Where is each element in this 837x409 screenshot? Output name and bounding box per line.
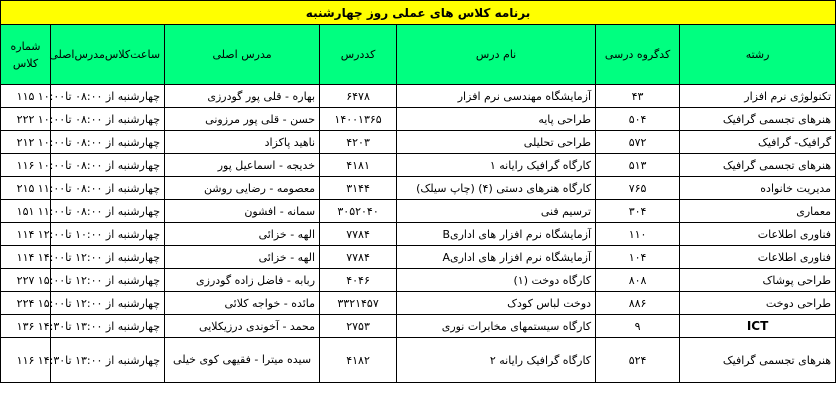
cell-course-name: کارگاه دوخت (۱): [397, 269, 596, 292]
table-row: [1, 292, 836, 315]
cell-room: ۱۱۶: [1, 154, 51, 177]
cell-course-name: آزمایشگاه مهندسی نرم افزار: [397, 85, 596, 108]
cell-time: چهارشنبه از ۰۸:۰۰ تا۱۱:۰۰: [51, 200, 165, 223]
cell-course-code: ۳۰۵۲۰۴۰: [320, 200, 397, 223]
table-row: [1, 338, 836, 383]
cell-room: ۱۱۶: [1, 338, 51, 383]
title-row: [1, 1, 836, 25]
cell-teacher: ناهید پاکزاد: [165, 131, 320, 154]
cell-field: معماری: [680, 200, 836, 223]
cell-room: ۲۲۲: [1, 108, 51, 131]
cell-time: چهارشنبه از ۰۸:۰۰ تا۱۰:۰۰: [51, 131, 165, 154]
cell-field: ICT: [680, 315, 836, 338]
cell-group-code: ۵۰۴: [596, 108, 680, 131]
cell-course-code: ۴۲۰۳: [320, 131, 397, 154]
header-field: رشته: [680, 25, 836, 85]
cell-room: ۲۱۲: [1, 131, 51, 154]
cell-teacher: معصومه - رضایی روشن: [165, 177, 320, 200]
table-row: [1, 315, 836, 338]
cell-group-code: ۸۸۶: [596, 292, 680, 315]
cell-field: فناوری اطلاعات: [680, 223, 836, 246]
cell-room: ۱۳۶: [1, 315, 51, 338]
cell-time: چهارشنبه از ۱۳:۰۰ تا۱۴:۳۰: [51, 315, 165, 338]
cell-room: ۱۱۴: [1, 223, 51, 246]
cell-teacher: محمد - آخوندی درزیکلایی: [165, 315, 320, 338]
cell-field: هنرهای تجسمی گرافیک: [680, 108, 836, 131]
schedule-title: برنامه کلاس های عملی روز چهارشنبه: [1, 1, 836, 25]
cell-group-code: ۹: [596, 315, 680, 338]
header-row: [1, 25, 836, 85]
cell-course-name: دوخت لباس کودک: [397, 292, 596, 315]
header-course-name: نام درس: [397, 25, 596, 85]
table-row: [1, 200, 836, 223]
cell-field: هنرهای تجسمی گرافیک: [680, 338, 836, 383]
cell-course-code: ۲۷۵۳: [320, 315, 397, 338]
cell-time: چهارشنبه از ۱۳:۰۰ تا۱۴:۳۰: [51, 338, 165, 383]
cell-course-code: ۷۷۸۴: [320, 223, 397, 246]
cell-course-name: کارگاه سیستمهای مخابرات نوری: [397, 315, 596, 338]
cell-room: ۱۱۴: [1, 246, 51, 269]
cell-group-code: ۳۰۴: [596, 200, 680, 223]
cell-group-code: ۱۰۴: [596, 246, 680, 269]
cell-room: ۲۱۵: [1, 177, 51, 200]
cell-room: ۱۵۱: [1, 200, 51, 223]
cell-course-code: ۳۳۲۱۴۵۷: [320, 292, 397, 315]
header-time: ساعت‌کلاس‌مدرس‌اصلی: [51, 25, 165, 85]
header-course-code: کددرس: [320, 25, 397, 85]
cell-time: چهارشنبه از ۱۲:۰۰ تا۱۴:۰۰: [51, 246, 165, 269]
cell-time: چهارشنبه از ۰۸:۰۰ تا۱۰:۰۰: [51, 108, 165, 131]
cell-course-name: کارگاه گرافیک رایانه ۲: [397, 338, 596, 383]
table-row: [1, 85, 836, 108]
cell-course-name: کارگاه هنرهای دستی (۴) (چاپ سیلک): [397, 177, 596, 200]
cell-teacher: ربابه - فاضل زاده گودرزی: [165, 269, 320, 292]
cell-room: ۲۲۷: [1, 269, 51, 292]
cell-time: چهارشنبه از ۱۲:۰۰ تا۱۵:۰۰: [51, 269, 165, 292]
table-row: [1, 108, 836, 131]
cell-group-code: ۷۶۵: [596, 177, 680, 200]
cell-field: طراحی پوشاک: [680, 269, 836, 292]
cell-group-code: ۸۰۸: [596, 269, 680, 292]
table-row: [1, 269, 836, 292]
table-row: [1, 223, 836, 246]
cell-group-code: ۴۳: [596, 85, 680, 108]
cell-group-code: ۵۷۲: [596, 131, 680, 154]
table-row: [1, 131, 836, 154]
cell-course-name: طراحی تحلیلی: [397, 131, 596, 154]
cell-course-code: ۱۴۰۰۱۳۶۵: [320, 108, 397, 131]
cell-room: ۱۱۵: [1, 85, 51, 108]
cell-group-code: ۵۱۳: [596, 154, 680, 177]
cell-field: فناوری اطلاعات: [680, 246, 836, 269]
cell-time: چهارشنبه از ۱۰:۰۰ تا۱۲:۰۰: [51, 223, 165, 246]
cell-room: ۲۲۴: [1, 292, 51, 315]
cell-field: مدیریت خانواده: [680, 177, 836, 200]
cell-field: تکنولوژی نرم افزار: [680, 85, 836, 108]
cell-teacher: سمانه - افشون: [165, 200, 320, 223]
table-row: [1, 246, 836, 269]
cell-teacher: الهه - خزائی: [165, 223, 320, 246]
cell-course-code: ۴۰۴۶: [320, 269, 397, 292]
cell-teacher: بهاره - قلی پور گودرزی: [165, 85, 320, 108]
cell-time: چهارشنبه از ۱۲:۰۰ تا۱۵:۰۰: [51, 292, 165, 315]
cell-field: گرافیک- گرافیک: [680, 131, 836, 154]
cell-course-name: طراحی پایه: [397, 108, 596, 131]
cell-teacher: الهه - خزائی: [165, 246, 320, 269]
cell-course-name: آزمایشگاه نرم افزار های اداریB: [397, 223, 596, 246]
cell-teacher: مائده - خواجه کلائی: [165, 292, 320, 315]
cell-course-name: ترسیم فنی: [397, 200, 596, 223]
cell-course-name: کارگاه گرافیک رایانه ۱: [397, 154, 596, 177]
header-group-code: کدگروه درسی: [596, 25, 680, 85]
cell-course-code: ۷۷۸۴: [320, 246, 397, 269]
cell-course-name: آزمایشگاه نرم افزار های اداریA: [397, 246, 596, 269]
header-teacher: مدرس اصلی: [165, 25, 320, 85]
header-room: شماره کلاس: [1, 25, 51, 85]
cell-course-code: ۳۱۴۴: [320, 177, 397, 200]
cell-time: چهارشنبه از ۰۸:۰۰ تا۱۰:۰۰: [51, 154, 165, 177]
cell-group-code: ۱۱۰: [596, 223, 680, 246]
table-row: [1, 154, 836, 177]
cell-field: طراحی دوخت: [680, 292, 836, 315]
table-row: [1, 177, 836, 200]
table-body: [1, 85, 836, 383]
cell-field: هنرهای تجسمی گرافیک: [680, 154, 836, 177]
cell-group-code: ۵۲۴: [596, 338, 680, 383]
cell-course-code: ۴۱۸۲: [320, 338, 397, 383]
cell-time: چهارشنبه از ۰۸:۰۰ تا۱۱:۰۰: [51, 177, 165, 200]
cell-course-code: ۶۴۷۸: [320, 85, 397, 108]
cell-teacher: سیده میترا - فقیهی کوی خیلی: [165, 338, 320, 383]
cell-teacher: خدیجه - اسماعیل پور: [165, 154, 320, 177]
cell-time: چهارشنبه از ۰۸:۰۰ تا۱۰:۰۰: [51, 85, 165, 108]
cell-course-code: ۴۱۸۱: [320, 154, 397, 177]
cell-teacher: حسن - قلی پور مرزونی: [165, 108, 320, 131]
